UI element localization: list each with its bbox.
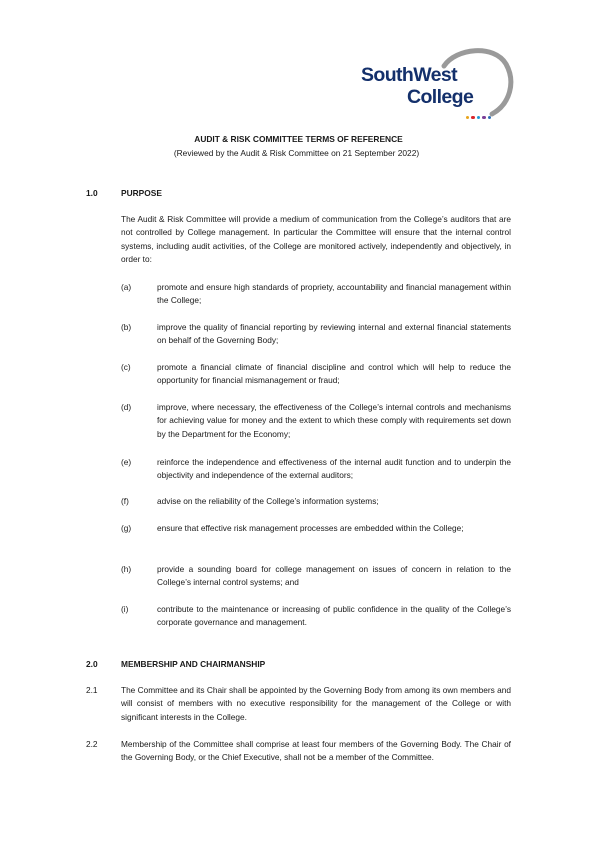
section-number: 2.0 <box>86 659 98 669</box>
logo-dot-icon <box>466 116 469 119</box>
list-item-text: promote and ensure high standards of propriety, accountability and financial management within the College; <box>157 282 511 306</box>
list-item-label: (a) <box>121 282 132 292</box>
section-heading: PURPOSE <box>121 188 162 198</box>
logo-dot-icon <box>477 116 480 119</box>
list-item-text: improve the quality of financial reporting by reviewing internal and external financial statements on behalf of the Governing Body; <box>157 322 511 346</box>
list-item-label: (d) <box>121 402 132 412</box>
list-item-label: (i) <box>121 604 129 614</box>
logo-dot-icon <box>471 116 474 119</box>
paragraph-number: 2.1 <box>86 685 98 695</box>
list-item-text: reinforce the independence and effectiveness of the internal audit function and to underpin the objectivity and independence of the external auditors; <box>157 457 511 481</box>
list-item-text: provide a sounding board for college management on issues of concern in relation to the College’s internal control systems; and <box>157 564 511 588</box>
section-intro: The Audit & Risk Committee will provide a medium of communication from the College’s auditors that are not controlled by College management. In particular the Committee will ensure that the internal control systems, including audit activities, of the College are monitored actively, independently and objectively, in order to: <box>121 214 511 265</box>
paragraph-text: Membership of the Committee shall comprise at least four members of the Governing Body. The Chair of the Governing Body, or the Chief Executive, shall not be a member of the Committee. <box>121 739 511 763</box>
list-item-label: (g) <box>121 523 132 533</box>
section-heading: MEMBERSHIP AND CHAIRMANSHIP <box>121 659 266 669</box>
logo-line-1: SouthWest <box>361 64 458 86</box>
logo-dots <box>466 116 491 119</box>
list-item-text: contribute to the maintenance or increasing of public confidence in the quality of the College’s corporate governance and management. <box>157 604 511 628</box>
list-item-label: (h) <box>121 564 132 574</box>
list-item-label: (c) <box>121 362 131 372</box>
logo-dot-icon <box>488 116 491 119</box>
list-item-text: advise on the reliability of the College’s information systems; <box>157 496 379 506</box>
college-logo <box>356 46 516 124</box>
section-number: 1.0 <box>86 188 98 198</box>
list-item-label: (e) <box>121 457 132 467</box>
paragraph-text: The Committee and its Chair shall be appointed by the Governing Body from among its own members and will consist of members with no executive responsibility for the management of the College or with significant interests in the College. <box>121 685 511 722</box>
list-item-text: improve, where necessary, the effectiveness of the College’s internal controls and mechanisms for achieving value for money and the extent to which these comply with requirements set down by the Department for the Economy; <box>157 402 511 439</box>
paragraph-number: 2.2 <box>86 739 98 749</box>
list-item-label: (b) <box>121 322 132 332</box>
document-subtitle: (Reviewed by the Audit & Risk Committee on 21 September 2022) <box>173 148 420 158</box>
document-title: AUDIT & RISK COMMITTEE TERMS OF REFERENCE <box>194 134 403 144</box>
list-item-text: promote a financial climate of financial discipline and control which will help to reduce the opportunity for financial mismanagement or fraud; <box>157 362 511 386</box>
title-block <box>0 134 595 158</box>
logo-dot-icon <box>482 116 485 119</box>
list-item-label: (f) <box>121 496 129 506</box>
list-item-text: ensure that effective risk management processes are embedded within the College; <box>157 523 464 533</box>
logo-line-2: College <box>407 86 474 108</box>
